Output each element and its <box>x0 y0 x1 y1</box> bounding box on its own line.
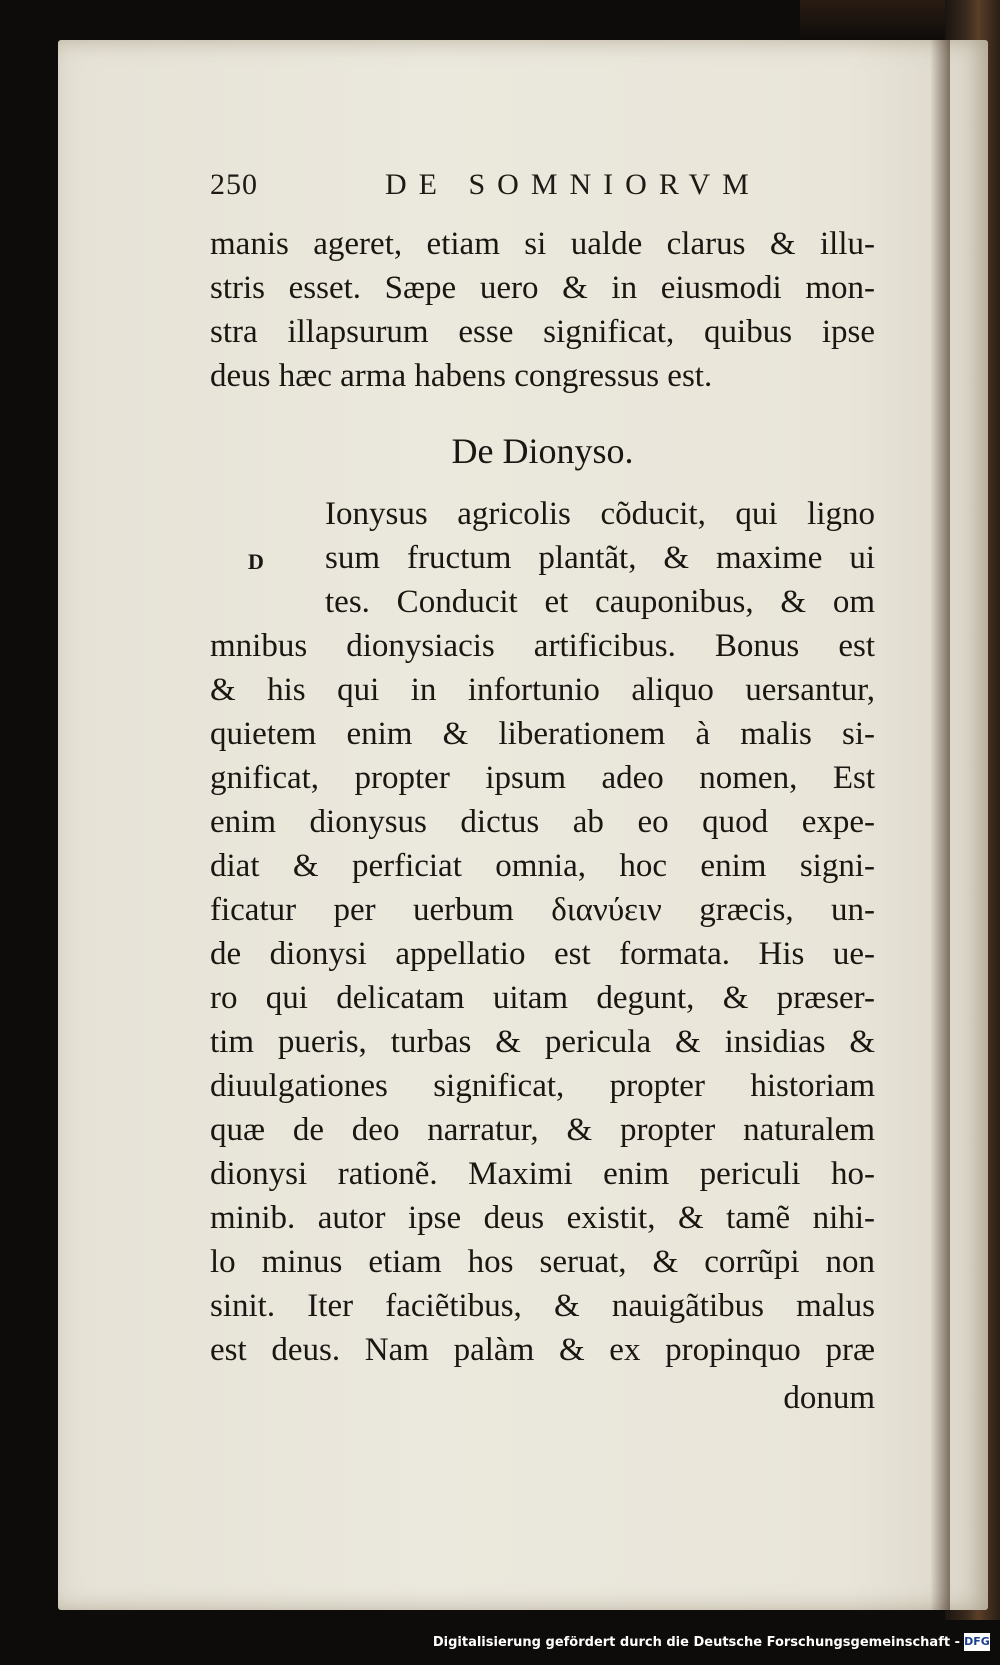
text-line: stris esset. Sæpe uero & in eiusmodi mon- <box>210 270 875 306</box>
text-line: minib. autor ipse deus existit, & tamẽ nihi- <box>210 1200 875 1236</box>
text-line: mnibus dionysiacis artificibus. Bonus est <box>210 628 875 664</box>
text-line: stra illapsurum esse significat, quibus ipse <box>210 314 875 350</box>
text-line: deus hæc arma habens congressus est. <box>210 358 713 394</box>
paragraph-2 <box>210 492 875 1372</box>
text-line: tim pueris, turbas & pericula & insidias & <box>210 1024 875 1060</box>
catchword: donum <box>783 1380 875 1416</box>
section-heading: De Dionyso. <box>451 431 634 471</box>
text-line: Ionysus agricolis cõducit, qui ligno <box>325 496 875 532</box>
text-line: enim dionysus dictus ab eo quod expe- <box>210 804 875 840</box>
running-head <box>210 168 830 208</box>
text-line: sum fructum plantãt, & maxime ui <box>325 540 875 576</box>
running-title: DE SOMNIORVM <box>385 168 761 201</box>
text-line: ficatur per uerbum διανύειν græcis, un- <box>210 892 875 928</box>
text-line: dionysi rationẽ. Maximi enim periculi ho- <box>210 1156 875 1192</box>
paragraph-1 <box>210 222 875 398</box>
text-line: ro qui delicatam uitam degunt, & præser- <box>210 980 875 1016</box>
footer-bar <box>0 1625 1000 1665</box>
text-line: manis ageret, etiam si ualde clarus & illu- <box>210 226 875 262</box>
page-gutter-shadow <box>930 40 950 1610</box>
page-number: 250 <box>210 168 258 201</box>
text-line: diat & perficiat omnia, hoc enim signi- <box>210 848 875 884</box>
text-line: & his qui in infortunio aliquo uersantur, <box>210 672 875 708</box>
text-line: diuulgationes significat, propter historiam <box>210 1068 875 1104</box>
drop-cap: D <box>248 549 264 574</box>
text-line: est deus. Nam palàm & ex propinquo præ <box>210 1332 875 1368</box>
text-line: quietem enim & liberationem à malis si- <box>210 716 875 752</box>
text-line: lo minus etiam hos seruat, & corrũpi non <box>210 1244 875 1280</box>
text-line: gnificat, propter ipsum adeo nomen, Est <box>210 760 875 796</box>
text-line: tes. Conducit et cauponibus, & om <box>325 584 875 620</box>
text-line: sinit. Iter faciẽtibus, & nauigãtibus malus <box>210 1288 875 1324</box>
funding-notice: Digitalisierung gefördert durch die Deutsche Forschungsgemeinschaft - <box>432 1635 960 1650</box>
dfg-logo-icon: DFG <box>964 1633 990 1651</box>
text-line: quæ de deo narratur, & propter naturalem <box>210 1112 875 1148</box>
text-line: de dionysi appellatio est formata. His ue- <box>210 936 875 972</box>
